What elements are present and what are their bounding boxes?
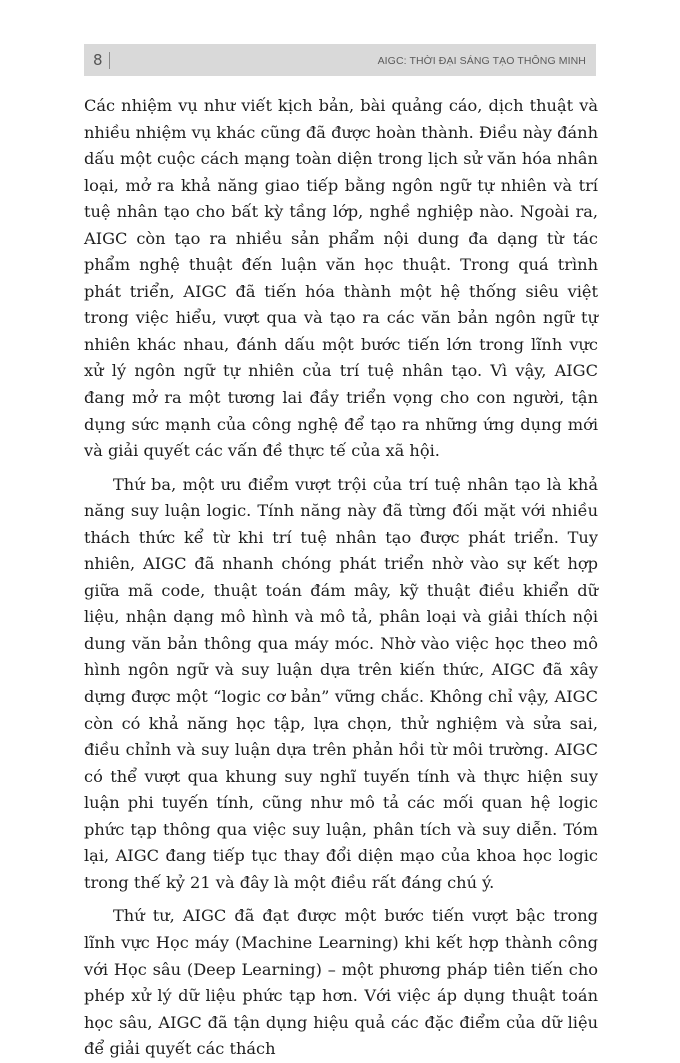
paragraph-third-point: Thứ ba, một ưu điểm vượt trội của trí tuệ nhân tạo là khả năng suy luận logic. Tính năng này đã từng đối mặt với nhiều thách thức kể từ khi trí tuệ nhân tạo được phát triển. Tuy nhiên, AIGC đã nhanh chóng phát triển nhờ vào sự kết hợp giữa mã code, thuật toán đám mây, kỹ thuật điều khiển dữ liệu, nhận dạng mô hình và mô tả, phân loại và giải thích nội dung văn bản thông qua máy móc. Nhờ vào việc học theo mô hình ngôn ngữ và suy luận dựa trên kiến thức, AIGC đã xây dựng được một “logic cơ bản” vững chắc. Không chỉ vậy, AIGC còn có khả năng học tập, lựa chọn, thử nghiệm và sửa sai, điều chỉnh và suy luận dựa trên phản hồi từ môi trường. AIGC có thể vượt qua khung suy nghĩ tuyến tính và thực hiện suy luận phi tuyến tính, cũng như mô tả các mối quan hệ logic phức tạp thông qua việc suy luận, phân tích và suy diễn. Tóm lại, AIGC đang tiếp tục thay đổi diện mạo của khoa học logic trong thế kỷ 21 và đây là một điều rất đáng chú ý. [84, 474, 598, 892]
page-number: 8 [93, 51, 103, 69]
paragraph-continued: Các nhiệm vụ như viết kịch bản, bài quảng cáo, dịch thuật và nhiều nhiệm vụ khác cũng đã được hoàn thành. Điều này đánh dấu một cuộc cách mạng toàn diện trong lịch sử văn hóa nhân loại, mở ra khả năng giao tiếp bằng ngôn ngữ tự nhiên và trí tuệ nhân tạo cho bất kỳ tầng lớp, nghề nghiệp nào. Ngoài ra, AIGC còn tạo ra nhiều sản phẩm nội dung đa dạng từ tác phẩm nghệ thuật đến luận văn học thuật. Trong quá trình phát triển, AIGC đã tiến hóa thành một hệ thống siêu việt trong việc hiểu, vượt qua và tạo ra các văn bản ngôn ngữ tự nhiên khác nhau, đánh dấu một bước tiến lớn trong lĩnh vực xử lý ngôn ngữ tự nhiên của trí tuệ nhân tạo. Vì vậy, AIGC đang mở ra một tương lai đầy triển vọng cho con người, tận dụng sức mạnh của công nghệ để tạo ra những ứng dụng mới và giải quyết các vấn đề thực tế của xã hội. [84, 96, 598, 461]
header-divider [109, 52, 110, 69]
running-title: AIGC: THỜI ĐẠI SÁNG TẠO THÔNG MINH [377, 55, 586, 67]
running-header [84, 44, 596, 76]
page-body [84, 93, 598, 1063]
paragraph-fourth-point: Thứ tư, AIGC đã đạt được một bước tiến vượt bậc trong lĩnh vực Học máy (Machine Learning) khi kết hợp thành công với Học sâu (Deep Learning) – một phương pháp tiên tiến cho phép xử lý dữ liệu phức tạp hơn. Với việc áp dụng thuật toán học sâu, AIGC đã tận dụng hiệu quả các đặc điểm của dữ liệu để giải quyết các thách [84, 906, 598, 1059]
